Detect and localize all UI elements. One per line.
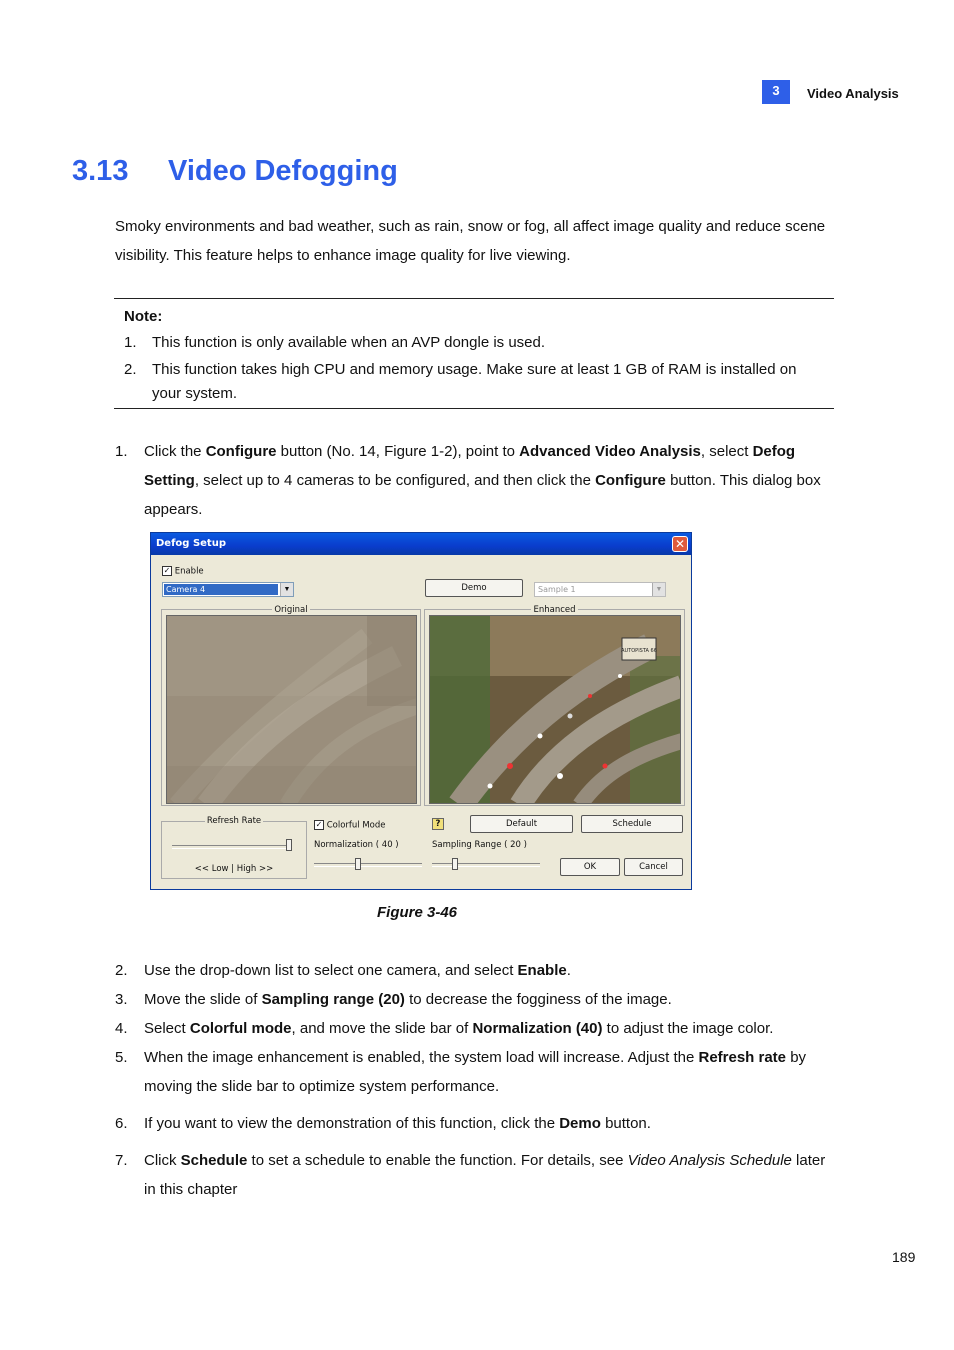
chapter-number-badge: 3 — [762, 80, 790, 104]
sample-select[interactable] — [534, 582, 666, 597]
close-button[interactable] — [672, 536, 688, 552]
step-text: If you want to view the demonstration of this function, click the Demo button. — [144, 1115, 651, 1132]
colorful-mode-checkbox[interactable]: ✓ — [315, 820, 323, 829]
note-item-text: This function is only available when an AVP dongle is used. — [152, 334, 546, 351]
step-number: 2. — [115, 962, 128, 979]
camera-select[interactable] — [162, 582, 294, 597]
step-number: 3. — [115, 991, 128, 1008]
ok-button[interactable]: OK — [560, 858, 620, 876]
note-item-number: 2. — [124, 361, 137, 378]
step-number: 5. — [115, 1049, 128, 1066]
step-number: 4. — [115, 1020, 128, 1037]
step-5 — [115, 1043, 839, 1101]
cancel-button[interactable]: Cancel — [624, 858, 683, 876]
chevron-down-icon[interactable]: ▼ — [652, 583, 665, 596]
note-item-text: This function takes high CPU and memory usage. Make sure at least 1 GB of RAM is installed on your system. — [152, 361, 797, 402]
close-icon: ✕ — [674, 537, 686, 551]
step-6 — [115, 1109, 839, 1138]
camera-select-value: Camera 4 — [164, 584, 278, 595]
dialog-title: Defog Setup — [156, 538, 226, 549]
note-box — [114, 298, 834, 409]
section-number: 3.13 — [72, 155, 129, 187]
normalization-label: Normalization ( 40 ) — [314, 840, 399, 850]
enable-label: Enable — [174, 566, 204, 577]
billboard-text: AUTOPISTA 66 — [621, 648, 657, 654]
help-icon[interactable]: ? — [432, 818, 444, 830]
original-panel — [161, 605, 421, 806]
sampling-range-slider-thumb[interactable] — [452, 858, 458, 870]
sampling-range-label: Sampling Range ( 20 ) — [432, 840, 527, 850]
step-text: Click the Configure button (No. 14, Figure 1-2), point to Advanced Video Analysis, select Defog Setting, select up to 4 cameras to be configured, and then click the Configure button. This dialog box appears. — [144, 443, 821, 518]
note-label: Note: — [124, 308, 163, 325]
step-text: Move the slide of Sampling range (20) to decrease the fogginess of the image. — [144, 991, 672, 1008]
note-item — [124, 331, 824, 355]
refresh-rate-slider[interactable] — [172, 845, 292, 849]
colorful-mode-row[interactable] — [314, 820, 386, 831]
note-item — [124, 358, 824, 406]
normalization-slider[interactable] — [314, 863, 422, 867]
step-number: 7. — [115, 1152, 128, 1169]
refresh-rate-label: Refresh Rate — [206, 816, 262, 826]
step-text: Click Schedule to set a schedule to enable the function. For details, see Video Analysis Schedule later in this chapter — [144, 1152, 826, 1198]
demo-button[interactable]: Demo — [425, 579, 523, 597]
refresh-rate-group — [161, 816, 307, 879]
schedule-button[interactable]: Schedule — [581, 815, 683, 833]
colorful-mode-label: Colorful Mode — [326, 820, 386, 831]
step-7 — [115, 1146, 839, 1204]
section-title: Video Defogging — [168, 155, 398, 187]
normalization-slider-thumb[interactable] — [355, 858, 361, 870]
enable-checkbox-row[interactable] — [162, 566, 204, 577]
step-text: Use the drop-down list to select one camera, and select Enable. — [144, 962, 571, 979]
original-image — [166, 615, 417, 804]
step-number: 6. — [115, 1115, 128, 1132]
step-1 — [115, 437, 839, 524]
default-button[interactable]: Default — [470, 815, 573, 833]
figure-caption: Figure 3-46 — [377, 904, 458, 921]
step-text: Select Colorful mode, and move the slide bar of Normalization (40) to adjust the image color. — [144, 1020, 774, 1037]
enable-checkbox[interactable]: ✓ — [163, 566, 171, 575]
page-number: 189 — [892, 1249, 916, 1265]
enhanced-panel — [424, 605, 685, 806]
dialog-titlebar[interactable] — [151, 533, 691, 555]
intro-paragraph: Smoky environments and bad weather, such as rain, snow or fog, all affect image quality and reduce scene visibility. This feature helps to enhance image quality for live viewing. — [115, 218, 826, 264]
enhanced-label: Enhanced — [533, 605, 576, 615]
enhanced-image — [429, 615, 681, 804]
step-number: 1. — [115, 443, 128, 460]
original-label: Original — [274, 605, 308, 615]
step-4 — [115, 1014, 839, 1043]
step-3 — [115, 985, 839, 1014]
step-text: When the image enhancement is enabled, the system load will increase. Adjust the Refresh rate by moving the slide bar to optimize system performance. — [144, 1049, 807, 1095]
chevron-down-icon[interactable]: ▼ — [280, 583, 293, 596]
low-high-label: << Low | High >> — [194, 864, 274, 874]
step-2 — [115, 956, 839, 985]
chapter-title: Video Analysis — [807, 86, 899, 101]
sample-select-value: Sample 1 — [538, 585, 576, 594]
section-heading — [72, 155, 398, 188]
sampling-range-slider[interactable] — [432, 863, 540, 867]
refresh-rate-slider-thumb[interactable] — [286, 839, 292, 851]
note-item-number: 1. — [124, 334, 137, 351]
defog-setup-dialog — [150, 532, 692, 890]
